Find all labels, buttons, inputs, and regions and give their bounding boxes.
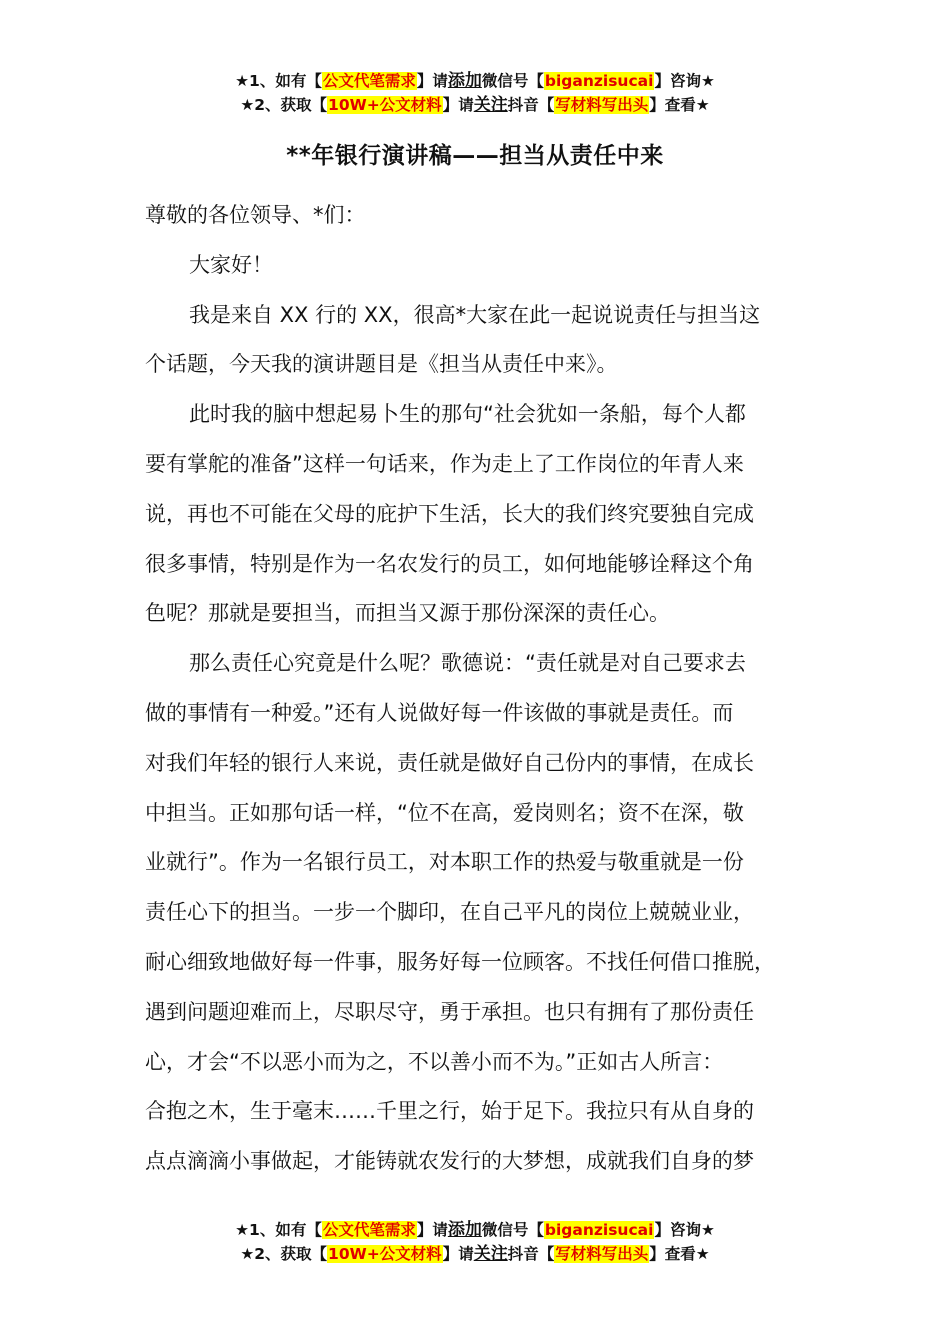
banner-text: 抖音【 xyxy=(507,96,555,114)
body-line: 色呢？那就是要担当，而担当又源于那份深深的责任心。 xyxy=(145,601,670,626)
banner-line-2 xyxy=(0,93,950,117)
body-line: 中担当。正如那句话一样，“位不在高，爱岗则名；资不在深，敬 xyxy=(145,800,744,825)
banner-highlight: 公文代笔需求 xyxy=(322,1221,416,1239)
banner-text: 抖音【 xyxy=(507,1245,555,1263)
greeting: 大家好！ xyxy=(189,252,273,277)
footer-banner xyxy=(0,1218,950,1266)
banner-highlight: 10W+公文材料 xyxy=(328,96,442,114)
body-line: 耐心细致地做好每一件事，服务好每一位顾客。不找任何借口推脱， xyxy=(145,949,775,974)
body-line: 我是来自 XX 行的 XX，很高*大家在此一起说说责任与担当这 xyxy=(189,302,761,327)
header-banner xyxy=(0,69,950,117)
body-line: 个话题，今天我的演讲题目是《担当从责任中来》。 xyxy=(145,352,618,377)
banner-text: 】请 xyxy=(416,1221,448,1239)
body-line: 对我们年轻的银行人来说，责任就是做好自己份内的事情，在成长 xyxy=(145,750,754,775)
banner-wechat-id: biganzisucai xyxy=(544,72,654,90)
body-line: 很多事情，特别是作为一名农发行的员工，如何地能够诠释这个角 xyxy=(145,551,754,576)
banner-text: ★1、如有【 xyxy=(235,72,322,90)
body-line: 做的事情有一种爱。”还有人说做好每一件该做的事就是责任。而 xyxy=(145,700,734,725)
banner-text: 】查看★ xyxy=(649,1245,710,1263)
document-body xyxy=(145,191,815,1187)
body-line: 合抱之木，生于毫末……千里之行，始于足下。我拉只有从自身的 xyxy=(145,1099,754,1124)
banner-text: ★2、获取【 xyxy=(240,1245,328,1263)
banner-text: 】请 xyxy=(416,72,448,90)
body-line: 要有掌舵的准备”这样一句话来，作为走上了工作岗位的年青人来 xyxy=(145,451,744,476)
banner-text: 】咨询★ xyxy=(654,72,715,90)
banner-text: 微信号【 xyxy=(481,72,544,90)
banner-emphasis: 关注 xyxy=(473,1244,508,1264)
body-line: 点点滴滴小事做起，才能铸就农发行的大梦想，成就我们自身的梦 xyxy=(145,1149,754,1174)
banner-highlight: 公文代笔需求 xyxy=(322,72,416,90)
banner-douyin: 写材料写出头 xyxy=(555,1245,649,1263)
banner-highlight: 10W+公文材料 xyxy=(328,1245,442,1263)
banner-text: 】咨询★ xyxy=(654,1221,715,1239)
body-line: 那么责任心究竟是什么呢？歌德说：“责任就是对自己要求去 xyxy=(189,651,746,676)
body-line: 此时我的脑中想起易卜生的那句“社会犹如一条船，每个人都 xyxy=(189,402,746,427)
banner-text: 】请 xyxy=(442,96,474,114)
banner-text: 微信号【 xyxy=(481,1221,544,1239)
banner-line-2 xyxy=(0,1242,950,1266)
body-line: 说，再也不可能在父母的庇护下生活，长大的我们终究要独自完成 xyxy=(145,501,754,526)
banner-douyin: 写材料写出头 xyxy=(555,96,649,114)
banner-text: ★2、获取【 xyxy=(240,96,328,114)
banner-emphasis: 添加 xyxy=(447,71,482,91)
banner-emphasis: 关注 xyxy=(473,95,508,115)
banner-text: ★1、如有【 xyxy=(235,1221,322,1239)
body-line: 责任心下的担当。一步一个脚印，在自己平凡的岗位上兢兢业业， xyxy=(145,900,754,925)
banner-emphasis: 添加 xyxy=(447,1220,482,1240)
banner-line-1 xyxy=(0,69,950,93)
banner-text: 】请 xyxy=(442,1245,474,1263)
body-line: 心，才会“不以恶小而为之，不以善小而不为。”正如古人所言： xyxy=(145,1049,724,1074)
banner-wechat-id: biganzisucai xyxy=(544,1221,654,1239)
body-line: 业就行”。作为一名银行员工，对本职工作的热爱与敬重就是一份 xyxy=(145,850,744,875)
body-line: 遇到问题迎难而上，尽职尽守，勇于承担。也只有拥有了那份责任 xyxy=(145,999,754,1024)
document-title: **年银行演讲稿——担当从责任中来 xyxy=(286,143,664,169)
banner-line-1 xyxy=(0,1218,950,1242)
salutation: 尊敬的各位领导、*们： xyxy=(145,203,366,227)
banner-text: 】查看★ xyxy=(649,96,710,114)
